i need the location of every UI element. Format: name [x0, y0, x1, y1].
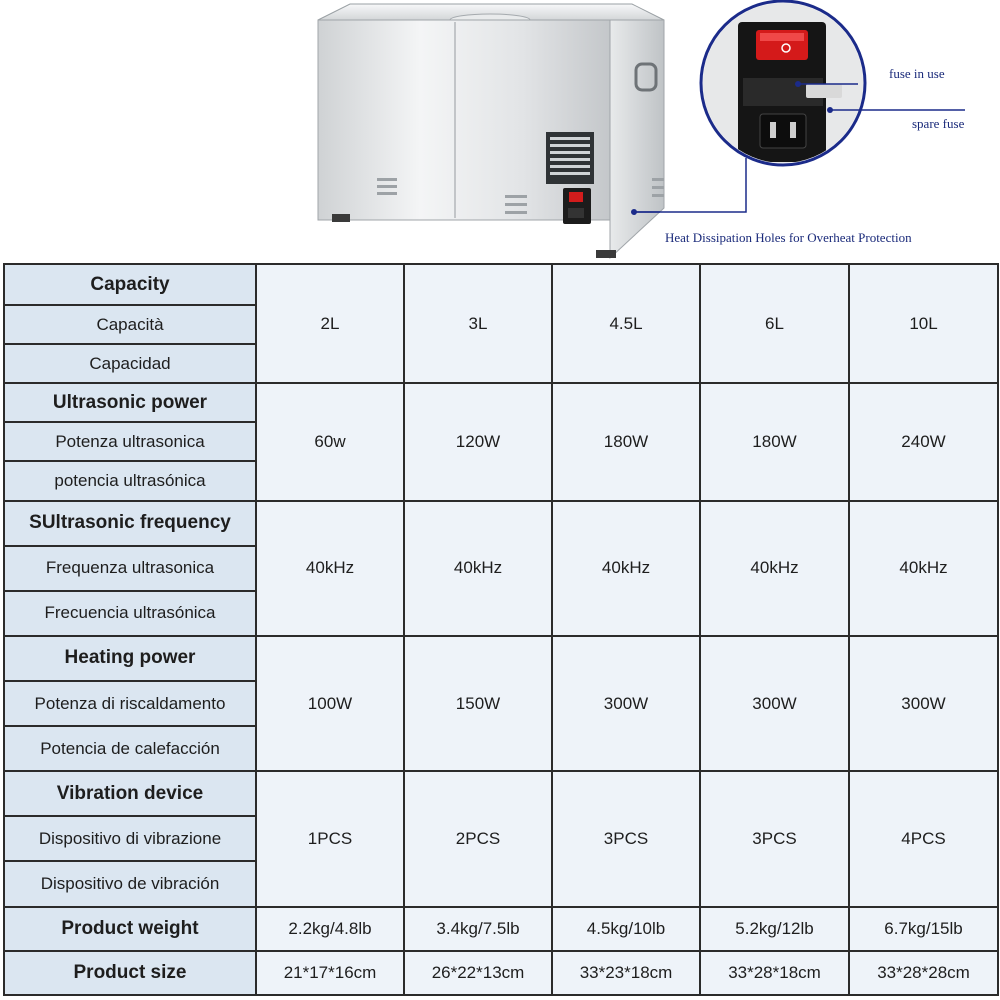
label-capacity-es: Capacidad — [4, 344, 256, 383]
capacity-value: 4.5L — [552, 264, 700, 383]
label-ultrasonic-frequency-it: Frequenza ultrasonica — [4, 546, 256, 591]
ultrasonic-frequency-value: 40kHz — [552, 501, 700, 636]
vibration-device-value: 2PCS — [404, 771, 552, 906]
cleaner-body — [318, 4, 664, 258]
spec-table — [3, 263, 999, 996]
vibration-device-value: 3PCS — [552, 771, 700, 906]
table-row — [4, 383, 998, 422]
label-vibration-device-it: Dispositivo di vibrazione — [4, 816, 256, 861]
product-weight-value: 2.2kg/4.8lb — [256, 907, 404, 951]
capacity-value: 3L — [404, 264, 552, 383]
product-size-value: 21*17*16cm — [256, 951, 404, 995]
table-row — [4, 264, 998, 305]
product-size-value: 33*28*28cm — [849, 951, 998, 995]
table-row — [4, 501, 998, 546]
ultrasonic-power-value: 180W — [552, 383, 700, 500]
label-ultrasonic-frequency-es: Frecuencia ultrasónica — [4, 591, 256, 636]
label-heating-power-es: Potencia de calefacción — [4, 726, 256, 771]
annotation-spare-fuse: spare fuse — [912, 116, 965, 131]
capacity-value: 6L — [700, 264, 849, 383]
ultrasonic-power-value: 180W — [700, 383, 849, 500]
label-capacity-it: Capacità — [4, 305, 256, 344]
label-ultrasonic-power-it: Potenza ultrasonica — [4, 422, 256, 461]
heating-power-value: 300W — [849, 636, 998, 771]
product-illustration — [0, 0, 1000, 262]
label-heating-power-en: Heating power — [4, 636, 256, 681]
capacity-value: 10L — [849, 264, 998, 383]
annotation-heat-dissipation: Heat Dissipation Holes for Overheat Protection — [665, 230, 912, 245]
table-row — [4, 771, 998, 816]
heating-power-value: 300W — [700, 636, 849, 771]
ultrasonic-frequency-value: 40kHz — [404, 501, 552, 636]
ultrasonic-cleaner-drawing — [0, 0, 1000, 262]
ultrasonic-power-value: 240W — [849, 383, 998, 500]
heating-power-value: 300W — [552, 636, 700, 771]
table-row — [4, 951, 998, 995]
capacity-value: 2L — [256, 264, 404, 383]
label-ultrasonic-power-en: Ultrasonic power — [4, 383, 256, 422]
label-vibration-device-es: Dispositivo de vibración — [4, 861, 256, 906]
product-weight-value: 5.2kg/12lb — [700, 907, 849, 951]
annotation-fuse-in-use: fuse in use — [889, 66, 945, 81]
label-ultrasonic-power-es: potencia ultrasónica — [4, 461, 256, 500]
vibration-device-value: 4PCS — [849, 771, 998, 906]
heating-power-value: 150W — [404, 636, 552, 771]
label-heating-power-it: Potenza di riscaldamento — [4, 681, 256, 726]
product-weight-value: 6.7kg/15lb — [849, 907, 998, 951]
label-product-size: Product size — [4, 951, 256, 995]
table-row — [4, 636, 998, 681]
heating-power-value: 100W — [256, 636, 404, 771]
product-weight-value: 3.4kg/7.5lb — [404, 907, 552, 951]
ultrasonic-frequency-value: 40kHz — [849, 501, 998, 636]
label-product-weight: Product weight — [4, 907, 256, 951]
label-ultrasonic-frequency-en: SUltrasonic frequency — [4, 501, 256, 546]
product-size-value: 33*23*18cm — [552, 951, 700, 995]
product-size-value: 33*28*18cm — [700, 951, 849, 995]
label-vibration-device-en: Vibration device — [4, 771, 256, 816]
power-switch-closeup — [700, 0, 965, 170]
vibration-device-value: 1PCS — [256, 771, 404, 906]
ultrasonic-power-value: 60w — [256, 383, 404, 500]
ultrasonic-frequency-value: 40kHz — [700, 501, 849, 636]
label-capacity-en: Capacity — [4, 264, 256, 305]
product-size-value: 26*22*13cm — [404, 951, 552, 995]
ultrasonic-power-value: 120W — [404, 383, 552, 500]
table-row — [4, 907, 998, 951]
vibration-device-value: 3PCS — [700, 771, 849, 906]
ultrasonic-frequency-value: 40kHz — [256, 501, 404, 636]
product-weight-value: 4.5kg/10lb — [552, 907, 700, 951]
